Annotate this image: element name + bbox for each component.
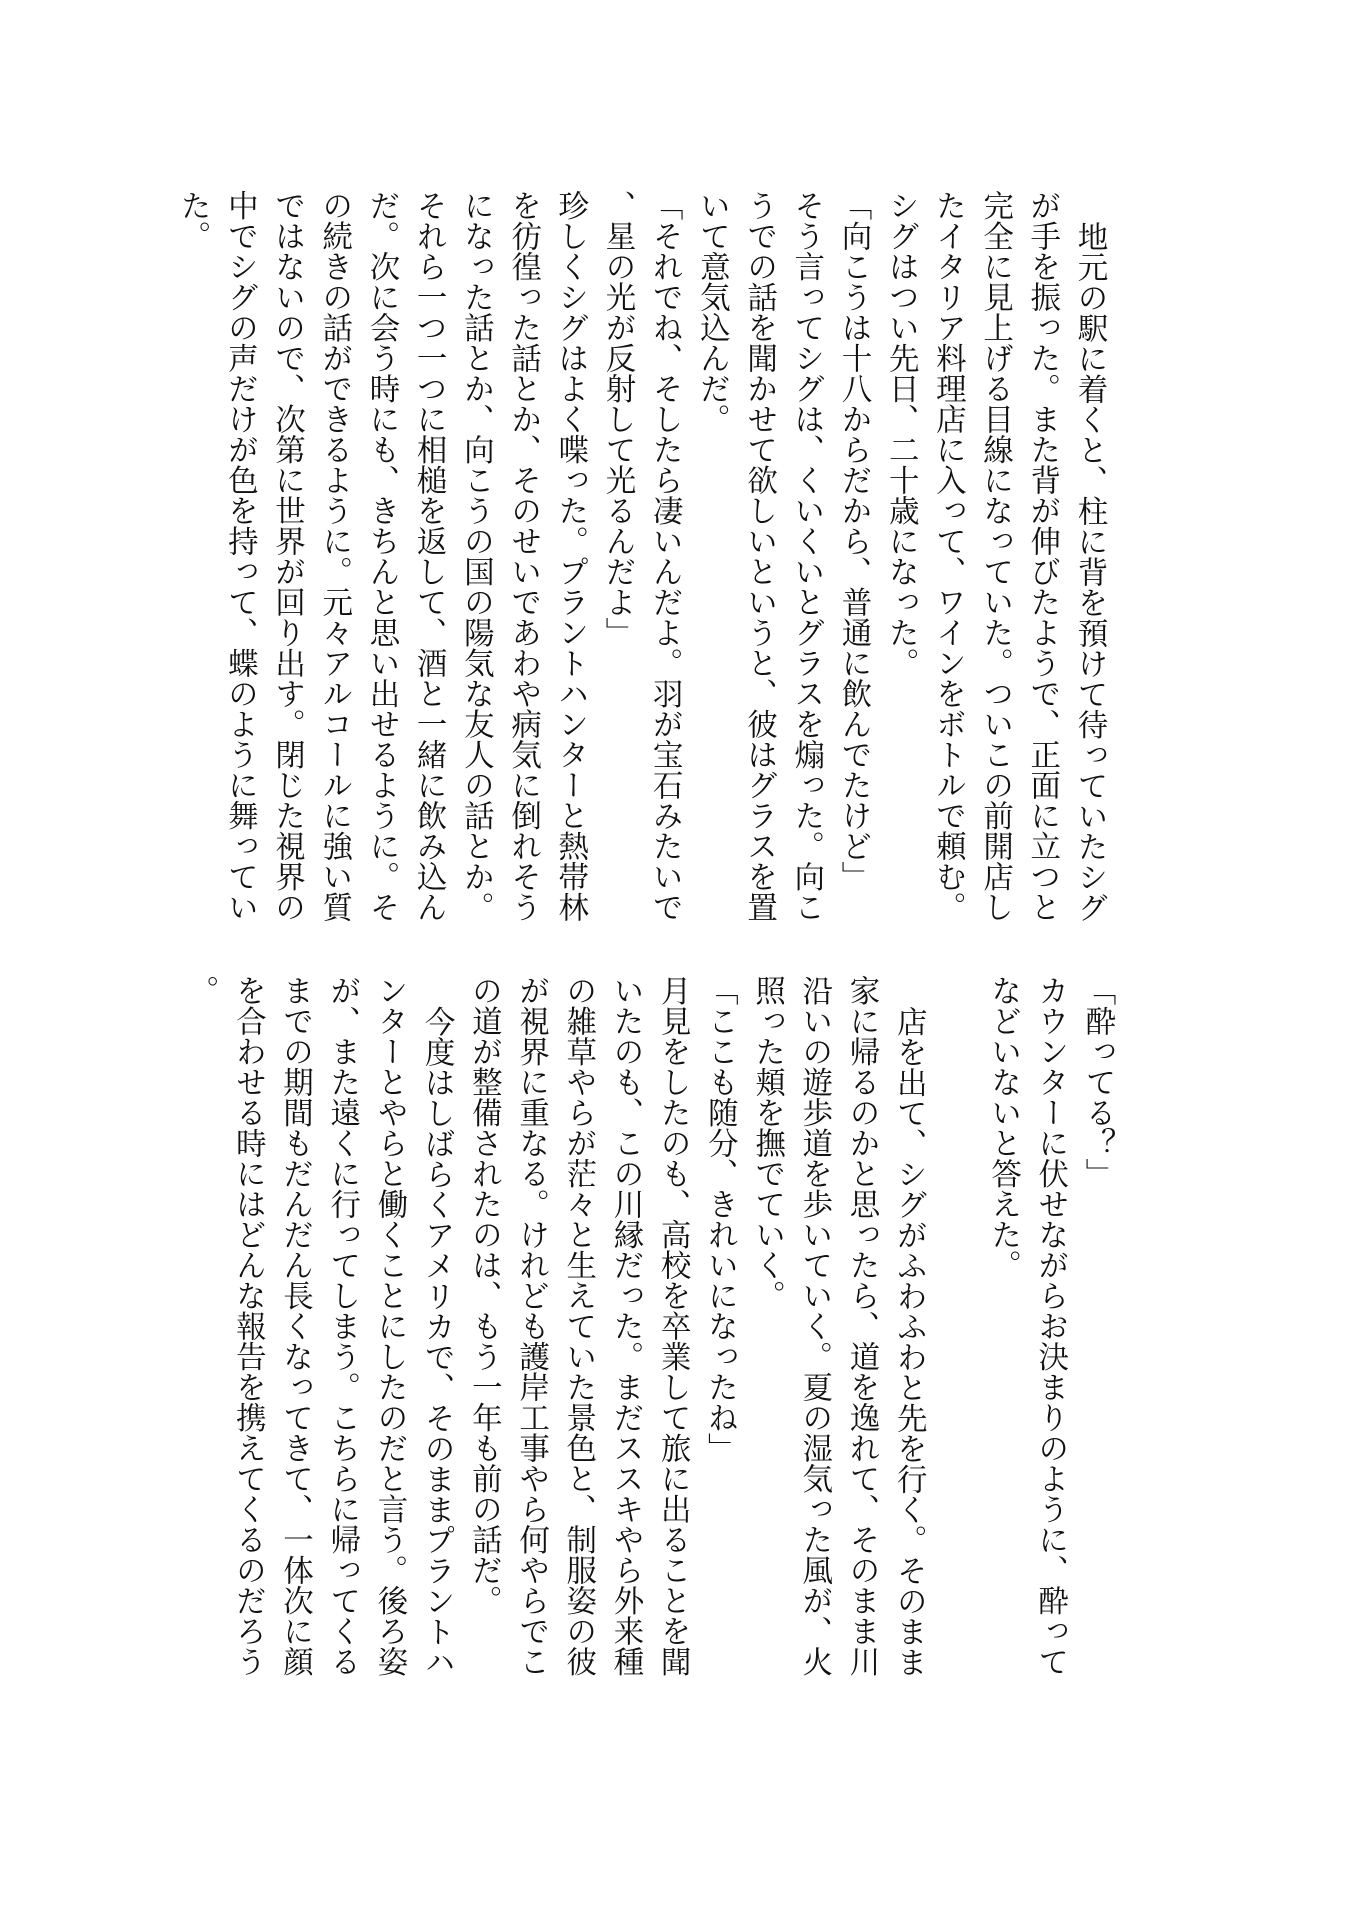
dialogue-line: 「向こうは十八からだから、普通に飲んでたけど」	[835, 190, 871, 892]
paragraph: そう言ってシグは、くいくいとグラスを煽った。向こうでの話を聞かせて欲しいというと、彼はグラスを置いて意気込んだ。	[694, 190, 824, 922]
dialogue-line: 「ここも随分、きれいになったね」	[702, 975, 738, 1463]
paragraph: 地元の駅に着くと、柱に背を預けて待っていたシグが手を振った。また背が伸びたようで、正面に立つと完全に見上げる目線になっていた。ついこの前開店したイタリア料理店に入って、ワインをボトルで頼む。シグはつい先日、二十歳になった。	[883, 190, 1107, 922]
dialogue-line: 「それでね、そしたら凄いんだよ。羽が宝石みたいで、星の光が反射して光るんだよ」	[599, 190, 683, 922]
blank-line	[932, 975, 979, 1705]
paragraph: 珍しくシグはよく喋った。プラントハンターと熱帯林を彷徨った話とか、そのせいであわや病気に倒れそうになった話とか、向こうの国の陽気な友人の話とか。それら一つ一つに相槌を返して、酒と一緒に飲み込んだ。次に会う時にも、きちんと思い出せるように。その続きの話ができるように。元々アルコールに強い質ではないので、次第に世界が回り出す。閉じた視界の中でシグの声だけが色を持って、蝶のように舞っていた。	[175, 190, 588, 922]
paragraph: 月見をしたのも、高校を卒業して旅に出ることを聞いたのも、この川縁だった。まだススキやら外来種の雑草やらが茫々と生えていた景色と、制服姿の彼が視界に重なる。けれども護岸工事やら何やらでこの道が整備されたのは、もう一年も前の話だ。	[466, 975, 691, 1677]
paragraph: 店を出て、シグがふわふわと先を行く。そのまま家に帰るのかと思ったら、道を逸れて、そのまま川沿いの遊歩道を歩いていく。夏の湿気った風が、火照った頬を撫でていく。	[749, 975, 927, 1677]
paragraph: 今度はしばらくアメリカで、そのままプラントハンターとやらと働くことにしたのだと言う。後ろ姿が、また遠くに行ってしまう。こちらに帰ってくるまでの期間もだんだん長くなってきて、一体次に顔を合わせる時にはどんな報告を携えてくるのだろう。	[183, 975, 455, 1677]
text-block-top	[175, 190, 1113, 925]
dialogue-line: 「酔ってる？」	[1080, 975, 1115, 1189]
paragraph: カウンターに伏せながらお決まりのように、酔ってなどいないと答えた。	[985, 975, 1068, 1677]
text-block-bottom	[183, 975, 1121, 1705]
